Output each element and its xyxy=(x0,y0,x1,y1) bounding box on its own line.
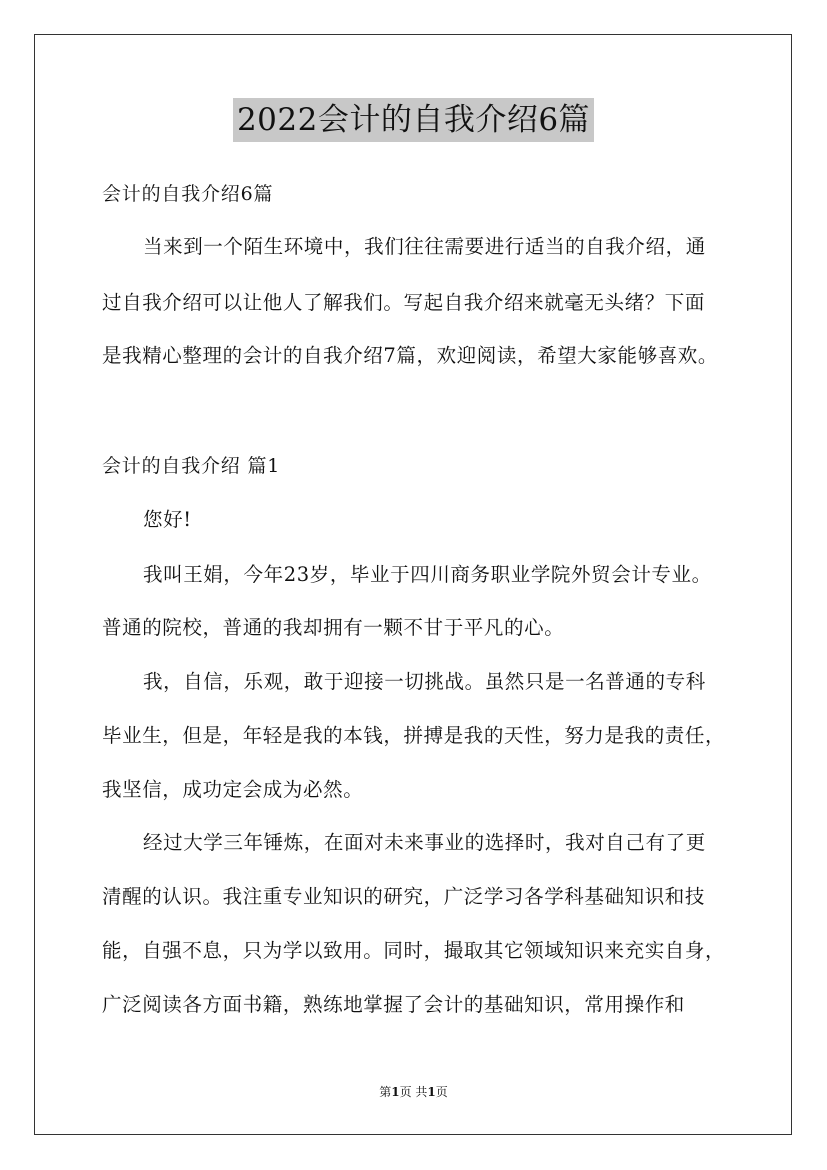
body-line-3: 我，自信，乐观，敢于迎接一切挑战。虽然只是一名普通的专科 xyxy=(143,670,706,693)
footer-total-pages: 1 xyxy=(427,1085,436,1099)
body-line-5: 我坚信，成功定会成为必然。 xyxy=(102,778,364,801)
document-title: 2022会计的自我介绍6篇 xyxy=(233,98,594,142)
body-line-9: 广泛阅读各方面书籍，熟练地掌握了会计的基础知识，常用操作和 xyxy=(102,993,685,1016)
greeting: 您好! xyxy=(143,508,192,531)
body-line-6: 经过大学三年锤炼，在面对未来事业的选择时，我对自己有了更 xyxy=(143,831,706,854)
footer-suffix: 页 xyxy=(435,1085,448,1099)
body-line-4: 毕业生，但是，年轻是我的本钱，拼搏是我的天性，努力是我的责任， xyxy=(102,724,726,747)
intro-line-2: 过自我介绍可以让他人了解我们。写起自我介绍来就毫无头绪？下面 xyxy=(102,291,706,314)
footer-mid: 页 共 xyxy=(399,1085,428,1099)
footer-current-page: 1 xyxy=(391,1085,400,1099)
body-line-8: 能，自强不息，只为学以致用。同时，撮取其它领域知识来充实自身， xyxy=(102,939,726,962)
intro-line-3: 是我精心整理的会计的自我介绍7篇，欢迎阅读，希望大家能够喜欢。 xyxy=(102,344,719,367)
footer-prefix: 第 xyxy=(379,1085,392,1099)
body-line-7: 清醒的认识。我注重专业知识的研究，广泛学习各学科基础知识和技 xyxy=(102,885,706,908)
page-footer xyxy=(0,1084,827,1100)
intro-line-1: 当来到一个陌生环境中，我们往往需要进行适当的自我介绍，通 xyxy=(143,235,706,258)
document-subtitle: 会计的自我介绍6篇 xyxy=(102,183,274,205)
title-wrap xyxy=(0,98,827,142)
body-line-2: 普通的院校，普通的我却拥有一颗不甘于平凡的心。 xyxy=(102,616,565,639)
body-line-1: 我叫王娟，今年23岁，毕业于四川商务职业学院外贸会计专业。 xyxy=(143,563,712,586)
section-heading: 会计的自我介绍 篇1 xyxy=(102,455,281,477)
